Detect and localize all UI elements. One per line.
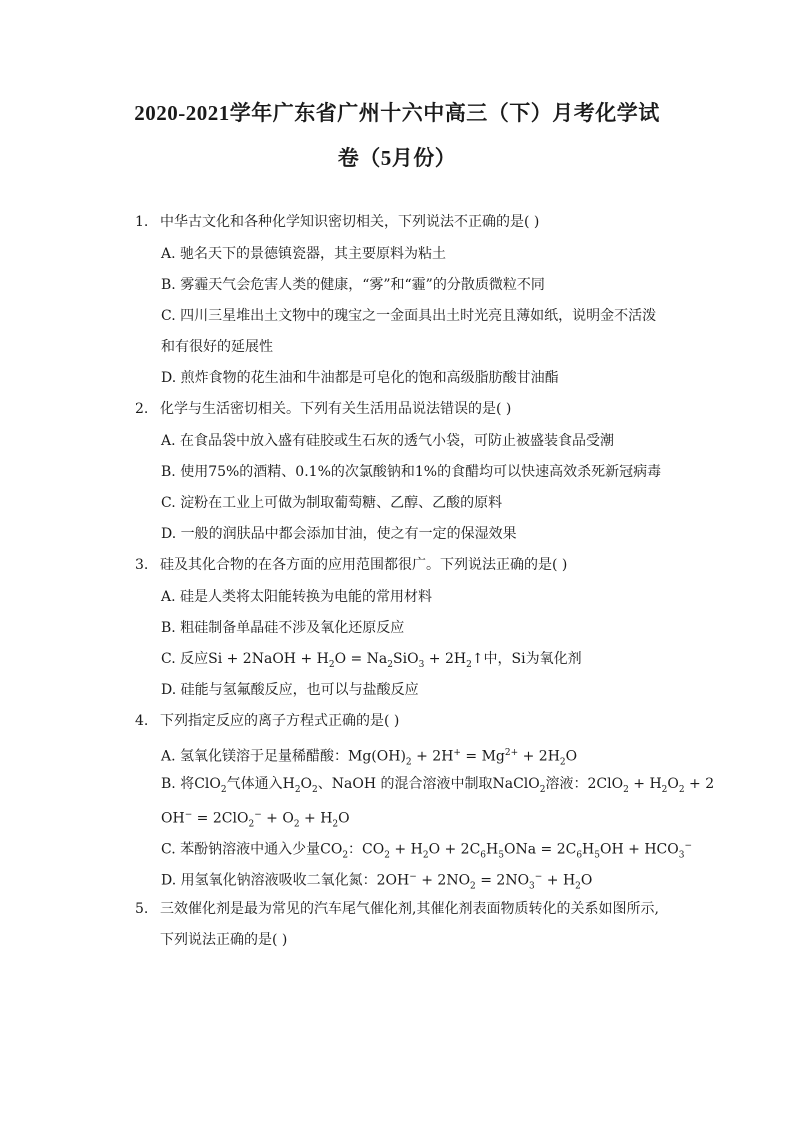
question-number: 2. (135, 401, 149, 417)
question-5-stem-continued: 下列说法正确的是( ) (160, 932, 288, 948)
question-number: 4. (135, 713, 149, 729)
q3-option-c: C. 反应Si + 2NaOH + $H_2O = Na_2SiO_3$ + $2H_2↑$中，Si为氧化剂 (161, 651, 582, 670)
q1-option-d: D. 煎炸食物的花生油和牛油都是可皂化的饱和高级脂肪酸甘油酯 (161, 370, 559, 386)
q2-option-a: A. 在食品袋中放入盛有硅胶或生石灰的透气小袋，可防止被盛装食品受潮 (161, 433, 615, 449)
q3-option-d: D. 硅能与氢氟酸反应，也可以与盐酸反应 (161, 682, 419, 698)
q4-option-b: B. 将ClO$_2$气体通入$H_2O_2$、NaOH 的混合溶液中制取NaClO$_2$溶液：$2ClO_2 + H_2O_2 + 2$ (161, 776, 715, 795)
q1-option-a: A. 驰名天下的景德镇瓷器，其主要原料为粘土 (161, 246, 447, 262)
q4-option-a: A. 氢氧化镁溶于足量稀醋酸：$Mg(OH)_2 + 2H^+ = Mg^{2+} + 2H_2O$ (161, 748, 578, 768)
question-number: 5. (135, 901, 149, 917)
question-stem: 中华古文化和各种化学知识密切相关，下列说法不正确的是( ) (160, 214, 540, 230)
question-stem: 硅及其化合物的在各方面的应用范围都很广。下列说法正确的是( ) (160, 557, 568, 573)
exam-title-line1: 2020-2021学年广东省广州十六中高三（下）月考化学试 (134, 101, 660, 125)
q2-option-b: B. 使用75%的酒精、0.1%的次氯酸钠和1%的食醋均可以快速高效杀死新冠病毒 (161, 464, 662, 480)
q4-option-c: C. 苯酚钠溶液中通入少量$CO_2$：$CO_2 + H_2O + 2C_6H_5ONa = 2C_6H_5OH + HCO_3^-$ (161, 841, 692, 861)
q1-option-b: B. 雾霾天气会危害人类的健康，“雾”和“霾”的分散质微粒不同 (161, 277, 545, 293)
q2-option-c: C. 淀粉在工业上可做为制取葡萄糖、乙醇、乙酸的原料 (161, 495, 503, 511)
exam-title-line2: 卷（5月份） (337, 146, 457, 170)
question-stem: 三效催化剂是最为常见的汽车尾气催化剂,其催化剂表面物质转化的关系如图所示, (160, 901, 659, 917)
q2-option-d: D. 一般的润肤品中都会添加甘油，使之有一定的保湿效果 (161, 526, 517, 542)
q1-option-c: C. 四川三星堆出土文物中的瑰宝之一金面具出土时光亮且薄如纸，说明金不活泼 (161, 308, 657, 324)
question-stem: 化学与生活密切相关。下列有关生活用品说法错误的是( ) (160, 401, 512, 417)
q4-option-b-continued: $OH^- = 2ClO_2^- + O_2 + H_2O$ (161, 810, 350, 830)
question-number: 1. (135, 214, 149, 230)
q3-option-a: A. 硅是人类将太阳能转换为电能的常用材料 (161, 589, 433, 605)
question-number: 3. (135, 557, 149, 573)
q3-option-b: B. 粗硅制备单晶硅不涉及氧化还原反应 (161, 620, 405, 636)
q1-option-c-continued: 和有很好的延展性 (161, 339, 273, 355)
question-stem: 下列指定反应的离子方程式正确的是( ) (160, 713, 400, 729)
q4-option-d: D. 用氢氧化钠溶液吸收二氧化氮：$2OH^- + 2NO_2 = 2NO_3^- + H_2O$ (161, 872, 593, 892)
